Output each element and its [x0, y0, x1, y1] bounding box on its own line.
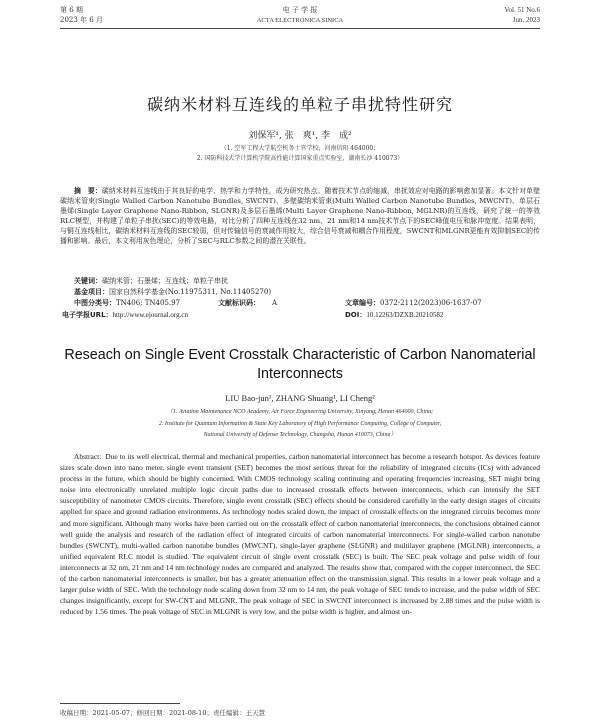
clc-field [74, 298, 180, 308]
doi-field [345, 310, 443, 320]
authors-en: LIU Bao-jun¹, ZHANG Shuang¹, LI Cheng² [225, 393, 375, 403]
article-number-field [345, 298, 482, 308]
doc-code-value: A [272, 299, 278, 307]
received-date-footnote: 收稿日期：2021-05-07；修回日期：2021-08-10；责任编辑：王天慧 [60, 709, 265, 717]
abstract-en-text: Due to its well electrical, thermal and mechanical properties, carbon nanomaterial interconnect has become a research hotspot. As devices feature sizes scale down into nano meter, single event transient (SET) becomes the most serious threat for the reliability of integrated circuits (ICs) with advanced process in the future, which should be highly concerned. With CMOS technology scaling continuing and operating frequencies increasing, SET might bring noise into electronically unrelated multiple logic circuit paths due to increased crosstalk effects between interconnects, which can intensify the SET susceptibility of nanometer CMOS circuits. Therefore, single event crosstalk (SEC) effects should be considered carefully in the early design stages of circuits applied for space and ground radiation environments. As technology nodes scaled down, the impact of crosstalk effects on the integrated circuits becomes more and more significant. Although many works have been carried out on the crosstalk effect of carbon nanomaterial interconnects, the conclusions obtained cannot well guide the analysis and research of the radiation effect of integrated circuits of carbon nanomaterial interconnects. For single-walled carbon nanotube bundles (SWCNT), multi-walled carbon nanotube bundles (MWCNT), single-layer graphene (SLGNR) and multilayer graphene (MGLNR) interconnects, a unified equivalent RLC model is studied. The equivalent circuit of single event crosstalk (SEC) is built. The SEC peak voltage and pulse width of four interconnects at 32 nm, 21 nm and 14 nm technology nodes are compared and analyzed. The results show that, compared with the copper interconnect, the SEC of the carbon nanomaterial interconnects is smaller, but has a greater attenuation effect on the transmission signal. This results in a lower peak voltage and a larger pulse width of SEC. With the technology node scaling down from 32 nm to 14 nm, the peak voltage of SEC tends to increase, and the pulse width of SEC changes insignificantly, except for SW-CNT and MLGNR. The peak voltage of SEC in SWCNT interconnect is increased by 2.88 times and the pulse width is reduced by 1.56 times. The peak voltage of SEC in MLGNR is very low, and the pulse width is higher, and almost un- [60, 452, 540, 617]
affiliation-en-1: （1. Aviation Maintenance NCO Academy, Air Force Engineering University, Xinyang, Henan 464000, China; [166, 409, 434, 415]
clc-label: 中图分类号： [74, 299, 116, 307]
abstract-en [60, 451, 540, 617]
affiliation-en-3: National University of Defense Technology, Changsha, Hunan 410073, China） [203, 432, 397, 438]
keywords-zh [74, 276, 228, 286]
affiliation-en-2: 2. Institute for Quantum Information & State Key Laboratory of High Performance Computing, College of Computer, [158, 421, 442, 427]
affiliation-zh-1: （1. 空军工程大学航空机务士官学校，河南信阳 464000； [220, 145, 380, 152]
url-label: 电子学报URL： [62, 311, 113, 319]
abstract-zh [60, 186, 540, 247]
doc-code-label: 文献标识码： [218, 299, 260, 307]
authors-zh: 刘保军¹, 张 爽¹, 李 成² [248, 131, 352, 141]
fund-zh [74, 287, 271, 297]
journal-name-zh: 电 子 学 报 [282, 6, 318, 14]
issue-zh: 第 6 期 [60, 6, 83, 14]
abstract-zh-label: 摘 要： [74, 187, 102, 195]
doi-label: DOI： [345, 311, 367, 319]
fund-zh-text: 国家自然科学基金(No.11975311, No.11405270) [109, 288, 272, 296]
date-zh: 2023 年 6 月 [60, 16, 103, 24]
article-number-label: 文章编号： [345, 299, 380, 307]
abstract-en-label: Abstract: [74, 452, 102, 461]
journal-name-en: ACTA ELECTRONICA SINICA [256, 17, 344, 24]
keywords-zh-label: 关键词： [74, 277, 102, 285]
doi-value[interactable]: 10.12263/DZXB.20210582 [366, 311, 444, 319]
url-field [62, 310, 188, 320]
keywords-zh-text: 碳纳米管；石墨烯；互连线；单粒子串扰 [102, 277, 228, 285]
doc-code-field [218, 298, 277, 308]
affiliation-zh-2: 2. 国防科技大学计算机学院高性能计算国家重点实验室，湖南长沙 410073） [196, 155, 404, 162]
paper-title-en: Reseach on Single Event Crosstalk Characteristic of Carbon Nanomaterial Interconnects [64, 347, 536, 382]
abstract-zh-text: 碳纳米材料互连线由于其良好的电学、热学和力学特性，成为研究热点。随着技术节点的缩减，串扰效应对电路的影响愈加显著。本文针对单壁碳纳米管束(Single Walled Carbon Nanotube Bundles, SWCNT)、多壁碳纳米管束(Multi Walled Carbon Nanotube Bundles, MWCNT)、单层石墨烯(Single Layer Graphene Nano-Ribbon, SLGNR)及多层石墨烯(Multi Layer Graphene Nano-Ribbon, MGLNR)的互连线，研究了统一的等效RLC模型，并构建了单粒子串扰(SEC)的等效电路，对比分析了四种互连线在32 nm、21 nm和14 nm技术节点下的SEC峰值电压和脉冲宽度。结果表明，与铜互连线相比，碳纳米材料互连线的SEC较弱，但对传输信号的衰减作用较大，综合信号衰减和耦合作用程度，SWCNT和MLGNR更能有效抑制SEC的传播和影响。最后，本文利用灰色理论，分析了SEC与RLC参数之间的潜在关联性。 [60, 187, 540, 246]
volume-number: Vol. 51 No.6 [504, 6, 540, 14]
article-number-value: 0372-2112(2023)06-1637-07 [380, 299, 482, 307]
header-rule [60, 28, 540, 29]
date-en: Jun. 2023 [512, 16, 540, 24]
fund-zh-label: 基金项目： [74, 288, 109, 296]
paper-title-zh: 碳纳米材料互连线的单粒子串扰特性研究 [146, 95, 453, 114]
footnote-rule [60, 703, 180, 704]
url-value[interactable]: http://www.ejournal.org.cn [112, 311, 188, 319]
clc-value: TN406; TN405.97 [116, 299, 181, 307]
